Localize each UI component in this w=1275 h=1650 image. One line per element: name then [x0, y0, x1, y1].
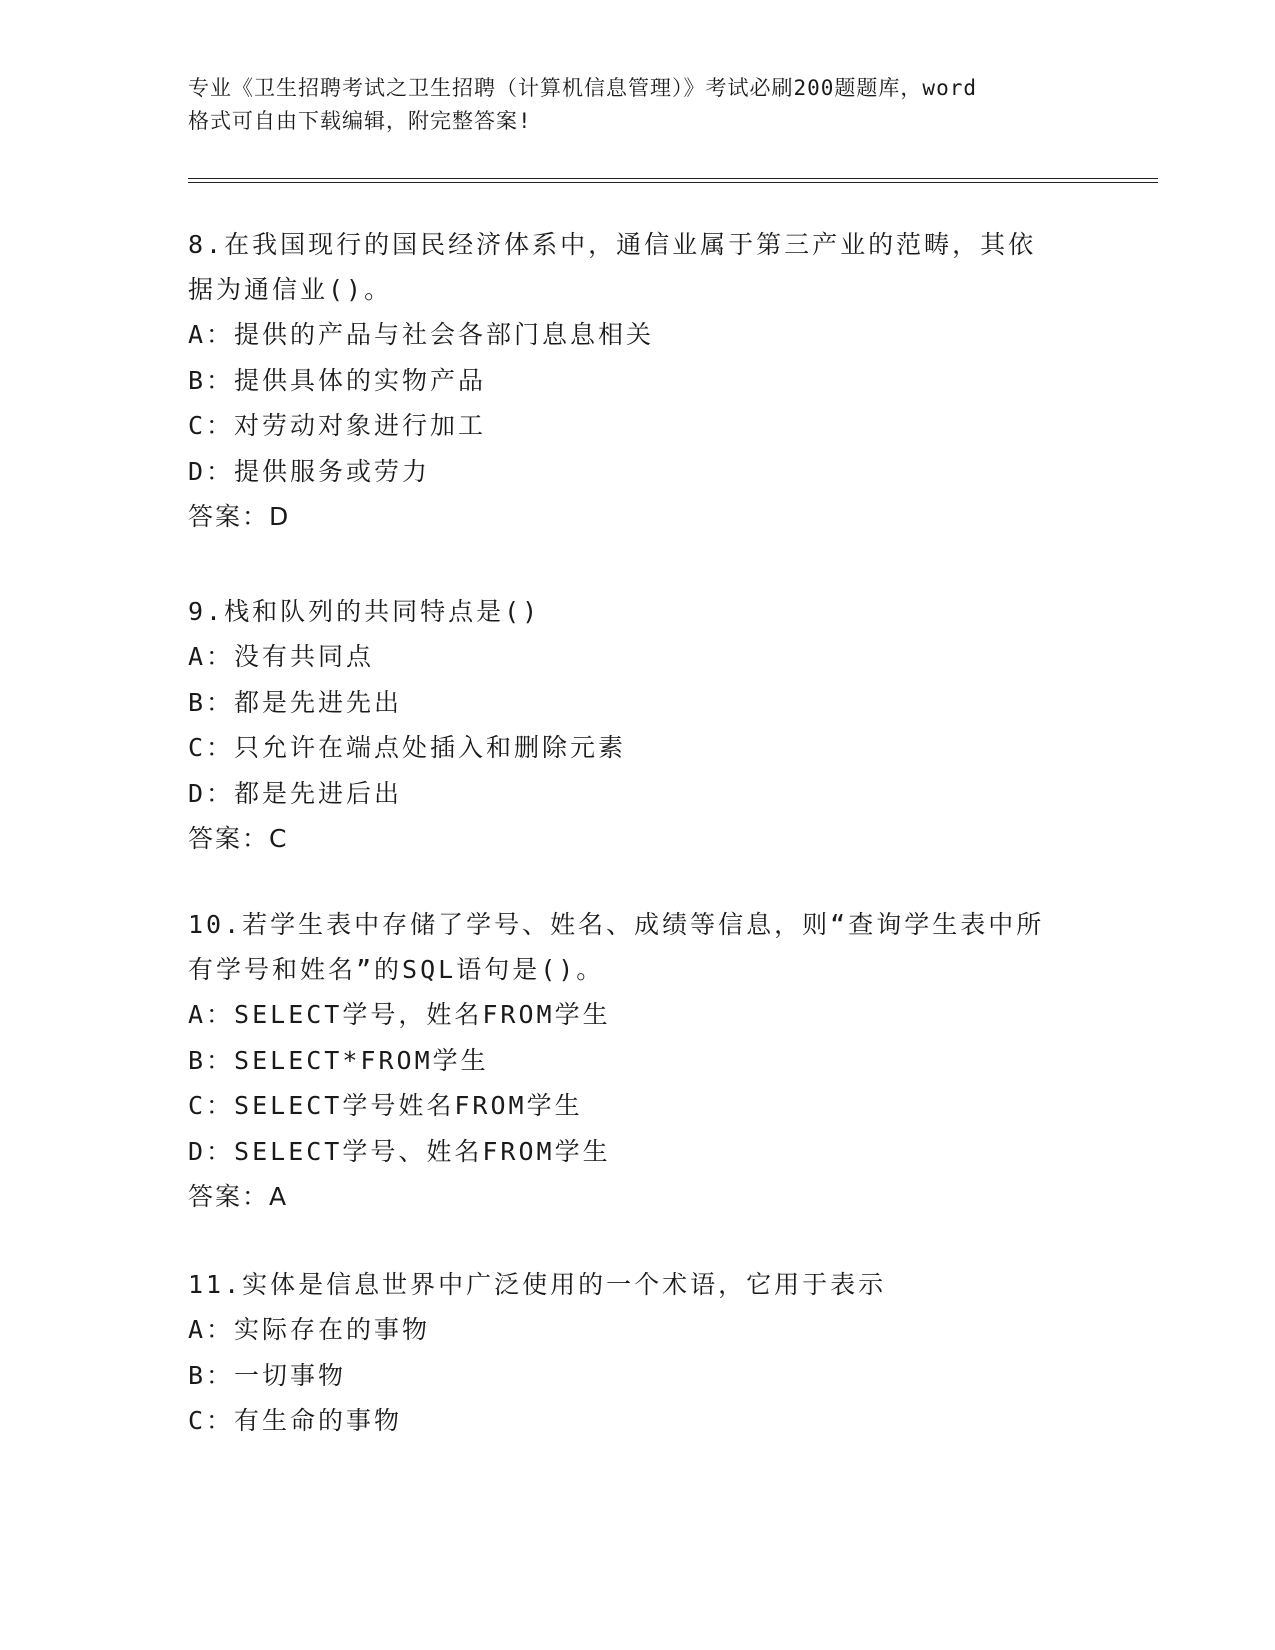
header-line-2: 格式可自由下载编辑，附完整答案!	[188, 109, 532, 133]
answer-line: 答案：C	[188, 824, 289, 853]
question-stem-line-2: 据为通信业()。	[188, 275, 393, 304]
option-b: B：都是先进先出	[188, 687, 403, 717]
option-d: D：提供服务或劳力	[188, 456, 431, 486]
answer-line: 答案：A	[188, 1182, 289, 1211]
question-stem-line-1: 9.栈和队列的共同特点是()	[188, 597, 541, 626]
option-d: D：都是先进后出	[188, 778, 403, 808]
option-a: A：SELECT学号，姓名FROM学生	[188, 1000, 611, 1029]
question-stem-line-1: 11.实体是信息世界中广泛使用的一个术语，它用于表示	[188, 1270, 887, 1299]
option-c: C：只允许在端点处插入和删除元素	[188, 733, 627, 762]
question-11	[188, 1262, 1088, 1444]
document-header	[188, 72, 1088, 138]
question-8	[188, 222, 1088, 540]
option-b: B：SELECT*FROM学生	[188, 1045, 489, 1075]
option-b: B：一切事物	[188, 1360, 347, 1390]
question-stem-line-1: 10.若学生表中存储了学号、姓名、成绩等信息，则“查询学生表中所	[188, 910, 1045, 939]
question-stem-line-2: 有学号和姓名”的SQL语句是()。	[188, 955, 605, 984]
header-line-1: 专业《卫生招聘考试之卫生招聘（计算机信息管理）》考试必刷200题题库，word	[188, 76, 977, 100]
question-stem-line-1: 8.在我国现行的国民经济体系中，通信业属于第三产业的范畴，其依	[188, 230, 1037, 259]
option-c: C：对劳动对象进行加工	[188, 411, 487, 440]
header-divider	[188, 178, 1158, 183]
option-a: A：提供的产品与社会各部门息息相关	[188, 320, 655, 349]
option-b: B：提供具体的实物产品	[188, 365, 487, 395]
option-c: C：有生命的事物	[188, 1406, 403, 1435]
option-c: C：SELECT学号姓名FROM学生	[188, 1091, 583, 1120]
option-a: A：实际存在的事物	[188, 1315, 431, 1344]
question-9	[188, 589, 1088, 862]
question-10	[188, 902, 1088, 1220]
option-a: A：没有共同点	[188, 642, 375, 671]
answer-line: 答案：D	[188, 502, 291, 531]
option-d: D：SELECT学号、姓名FROM学生	[188, 1136, 611, 1166]
